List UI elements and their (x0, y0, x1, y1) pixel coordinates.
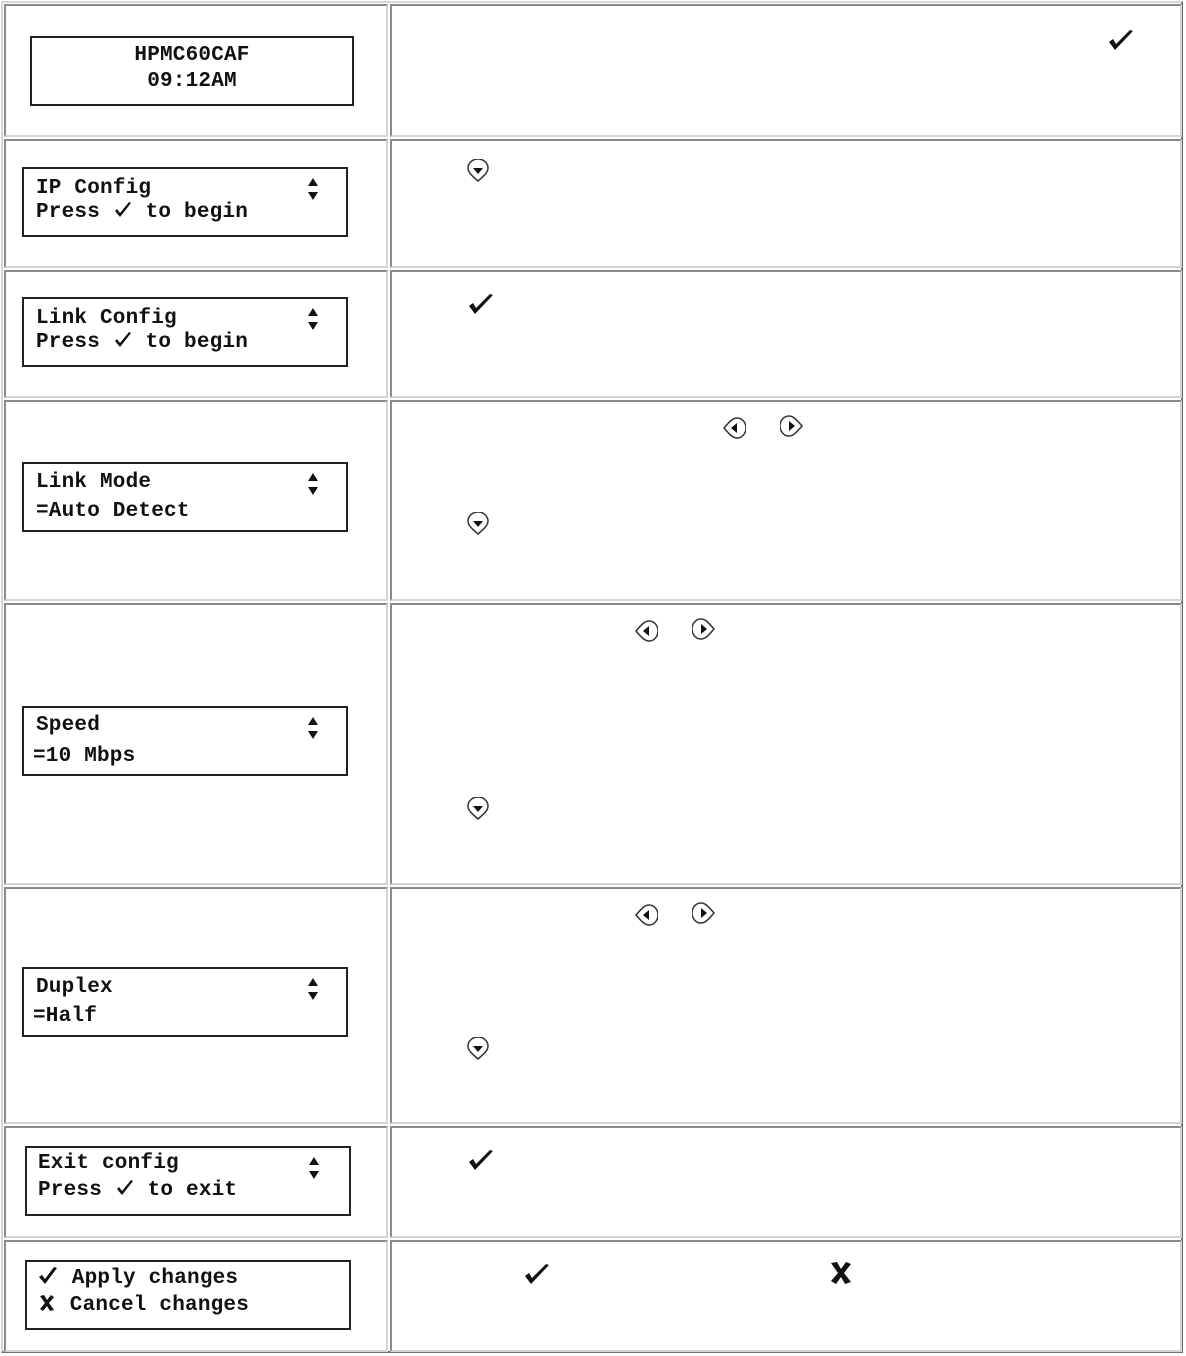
description-cell-3 (390, 270, 1182, 398)
display-cell-7 (4, 1126, 388, 1238)
cancel-option (37, 1293, 249, 1318)
menu-hint (38, 1179, 237, 1203)
display-cell-5 (4, 603, 388, 885)
left-arrow-button-icon (634, 903, 658, 927)
check-icon (113, 331, 133, 349)
display-cell-2 (4, 139, 388, 268)
lcd-display-duplex (22, 967, 348, 1037)
display-cell-8 (4, 1240, 388, 1352)
hint-prefix: Press (38, 1179, 115, 1202)
check-icon (115, 1179, 135, 1197)
display-cell-6 (4, 887, 388, 1124)
menu-title: Link Config (36, 307, 177, 330)
lcd-display-home (30, 36, 354, 106)
description-cell-6 (390, 887, 1182, 1124)
menu-title: Duplex (36, 976, 113, 999)
description-cell-7 (390, 1126, 1182, 1238)
up-down-scroll-icon (307, 472, 319, 496)
hint-prefix: Press (36, 201, 113, 224)
down-arrow-button-icon (466, 797, 490, 821)
menu-title: IP Config (36, 177, 152, 200)
menu-title: Exit config (38, 1152, 179, 1175)
lcd-display-link-mode (22, 462, 348, 532)
description-cell-8 (390, 1240, 1182, 1352)
menu-hint (36, 331, 248, 355)
check-icon (522, 1262, 552, 1288)
up-down-scroll-icon (307, 977, 319, 1001)
lcd-display-link-config (22, 297, 348, 367)
check-icon (466, 1148, 496, 1174)
check-icon (37, 1266, 59, 1286)
menu-value: =Auto Detect (36, 500, 190, 523)
cancel-label: Cancel changes (57, 1294, 250, 1317)
cross-icon (37, 1293, 57, 1313)
hint-suffix: to begin (132, 201, 249, 224)
hint-suffix: to exit (134, 1179, 238, 1202)
lcd-display-speed (22, 706, 348, 776)
down-arrow-button-icon (466, 1037, 490, 1061)
apply-label: Apply changes (59, 1267, 239, 1290)
display-cell-3 (4, 270, 388, 398)
up-down-scroll-icon (307, 177, 319, 201)
menu-value: =Half (33, 1005, 98, 1028)
description-cell-2 (390, 139, 1182, 268)
hint-prefix: Press (36, 331, 113, 354)
up-down-scroll-icon (307, 716, 319, 740)
check-icon (1106, 28, 1136, 54)
left-arrow-button-icon (634, 619, 658, 643)
check-icon (466, 292, 496, 318)
left-arrow-button-icon (722, 416, 746, 440)
description-cell-4 (390, 400, 1182, 601)
right-arrow-button-icon (692, 617, 716, 641)
hint-suffix: to begin (132, 331, 249, 354)
menu-hint (36, 201, 248, 225)
right-arrow-button-icon (692, 901, 716, 925)
device-name: HPMC60CAF (134, 44, 250, 67)
cross-icon (828, 1260, 854, 1286)
description-cell-1 (390, 4, 1182, 137)
lcd-display-apply-cancel (25, 1260, 351, 1330)
menu-title: Link Mode (36, 471, 152, 494)
clock-time: 09:12AM (147, 70, 237, 93)
down-arrow-button-icon (466, 159, 490, 183)
menu-value: =10 Mbps (33, 745, 136, 768)
menu-title: Speed (36, 714, 101, 737)
display-cell-4 (4, 400, 388, 601)
lcd-display-exit-config (25, 1146, 351, 1216)
lcd-display-ip-config (22, 167, 348, 237)
description-cell-5 (390, 603, 1182, 885)
right-arrow-button-icon (780, 414, 804, 438)
check-icon (113, 201, 133, 219)
up-down-scroll-icon (307, 307, 319, 331)
apply-option (37, 1266, 238, 1291)
display-cell-1 (4, 4, 388, 137)
down-arrow-button-icon (466, 512, 490, 536)
up-down-scroll-icon (308, 1156, 320, 1180)
